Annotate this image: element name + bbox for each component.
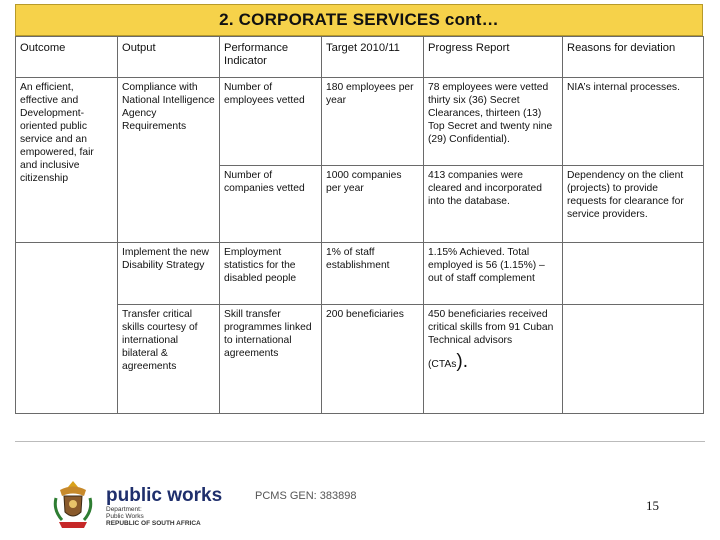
target-cell: 1% of staff establishment bbox=[322, 243, 424, 305]
table-row bbox=[16, 78, 704, 166]
header-progress-report: Progress Report bbox=[424, 37, 563, 78]
country-name: REPUBLIC OF SOUTH AFRICA bbox=[106, 520, 201, 527]
header-performance-indicator: Performance Indicator bbox=[220, 37, 322, 78]
slide-title: 2. CORPORATE SERVICES cont… bbox=[15, 4, 703, 36]
department-name: Public Works bbox=[106, 513, 144, 520]
output-cell: Compliance with National Intelligence Agency Requirements bbox=[118, 78, 220, 243]
target-cell: 1000 companies per year bbox=[322, 166, 424, 243]
progress-cell: 78 employees were vetted thirty six (36) Secret Clearances, thirteen (13) Top Secret and twenty nine (29) Confidential). bbox=[424, 78, 563, 166]
department-label: Department: bbox=[106, 506, 142, 513]
output-cell: Implement the new Disability Strategy bbox=[118, 243, 220, 305]
header-target: Target 2010/11 bbox=[322, 37, 424, 78]
outcome-cell-empty bbox=[16, 243, 118, 414]
header-reasons-for-deviation: Reasons for deviation bbox=[563, 37, 704, 78]
header-outcome: Outcome bbox=[16, 37, 118, 78]
page-number: 15 bbox=[646, 498, 659, 513]
outcome-cell: An efficient, effective and Development-oriented public service and an empowered, fair and inclusive citizenship bbox=[16, 78, 118, 243]
progress-tail: (CTAs bbox=[428, 359, 457, 370]
progress-cell: 1.15% Achieved. Total employed is 56 (1.15%) –out of staff complement bbox=[424, 243, 563, 305]
progress-cell: 413 companies were cleared and incorporated into the database. bbox=[424, 166, 563, 243]
footer-divider bbox=[15, 441, 705, 442]
indicator-cell: Employment statistics for the disabled people bbox=[220, 243, 322, 305]
table-row bbox=[16, 243, 704, 305]
table-row bbox=[16, 305, 704, 414]
indicator-cell: Number of companies vetted bbox=[220, 166, 322, 243]
target-cell: 200 beneficiaries bbox=[322, 305, 424, 414]
target-cell: 180 employees per year bbox=[322, 78, 424, 166]
reason-cell: NIA’s internal processes. bbox=[563, 78, 704, 166]
coat-of-arms-icon bbox=[50, 478, 96, 532]
table-header-row bbox=[16, 37, 704, 78]
reason-cell bbox=[563, 243, 704, 305]
document-reference: PCMS GEN: 383898 bbox=[255, 490, 357, 502]
output-cell: Transfer critical skills courtesy of international bilateral & agreements bbox=[118, 305, 220, 414]
progress-tail-close: ). bbox=[456, 351, 469, 372]
indicator-cell: Skill transfer programmes linked to international agreements bbox=[220, 305, 322, 414]
public-works-logo bbox=[50, 478, 280, 534]
progress-cell bbox=[424, 305, 563, 414]
performance-table bbox=[15, 36, 704, 414]
indicator-cell: Number of employees vetted bbox=[220, 78, 322, 166]
brand-name: public works bbox=[106, 485, 223, 506]
header-output: Output bbox=[118, 37, 220, 78]
reason-cell: Dependency on the client (projects) to provide requests for clearance for service providers. bbox=[563, 166, 704, 243]
reason-cell bbox=[563, 305, 704, 414]
progress-text: 450 beneficiaries received critical skills from 91 Cuban Technical advisors bbox=[428, 309, 554, 346]
